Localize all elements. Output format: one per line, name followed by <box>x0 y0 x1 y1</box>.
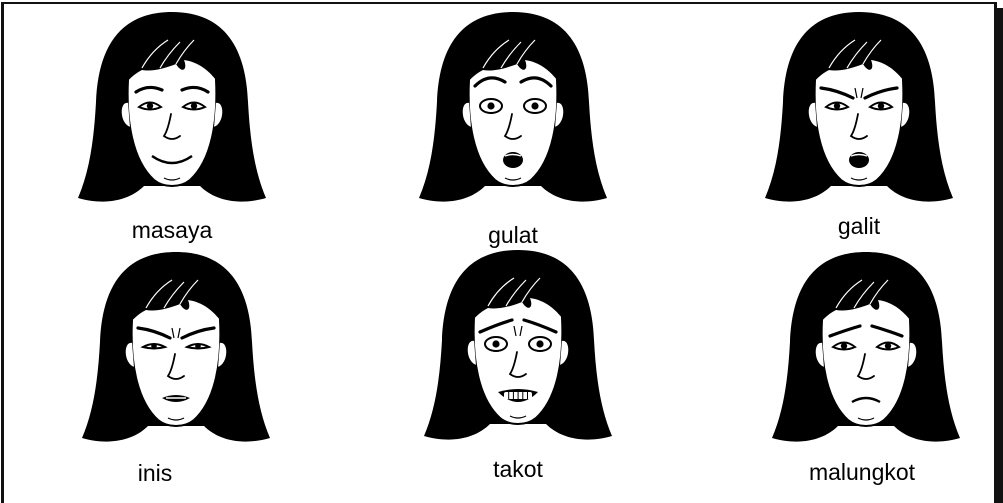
face-label: inis <box>137 460 173 486</box>
pupil-left <box>492 340 499 347</box>
face-illustration <box>72 10 272 210</box>
face-illustration <box>759 10 959 210</box>
face-cell-gulat <box>413 10 613 250</box>
face-label: masaya <box>131 217 213 243</box>
pupil-left <box>834 103 840 109</box>
face-label: galit <box>837 213 881 239</box>
pupil-right <box>195 343 201 349</box>
pupil-right <box>878 103 884 109</box>
face-illustration <box>76 250 276 450</box>
face-illustration <box>418 248 618 448</box>
face-illustration <box>766 250 966 450</box>
face-cell-takot <box>418 248 618 488</box>
pupil-right <box>536 340 543 347</box>
face-cell-malungkot <box>766 250 966 490</box>
pupil-left <box>487 102 494 109</box>
face-illustration <box>413 10 613 210</box>
frame-border-top <box>1 2 997 4</box>
frame-shadow <box>997 8 1003 503</box>
pupil-left <box>147 103 153 109</box>
face-cell-masaya <box>72 10 272 250</box>
pupil-right <box>531 102 538 109</box>
face-cell-inis <box>76 250 276 490</box>
face-label: gulat <box>488 222 538 248</box>
pupil-right <box>885 343 891 349</box>
face-label: takot <box>493 456 543 482</box>
face-label: malungkot <box>808 459 916 485</box>
face-cell-galit <box>759 10 959 250</box>
pupil-left <box>841 343 847 349</box>
pupil-left <box>151 343 157 349</box>
pupil-right <box>191 103 197 109</box>
frame-border-left <box>1 2 4 503</box>
